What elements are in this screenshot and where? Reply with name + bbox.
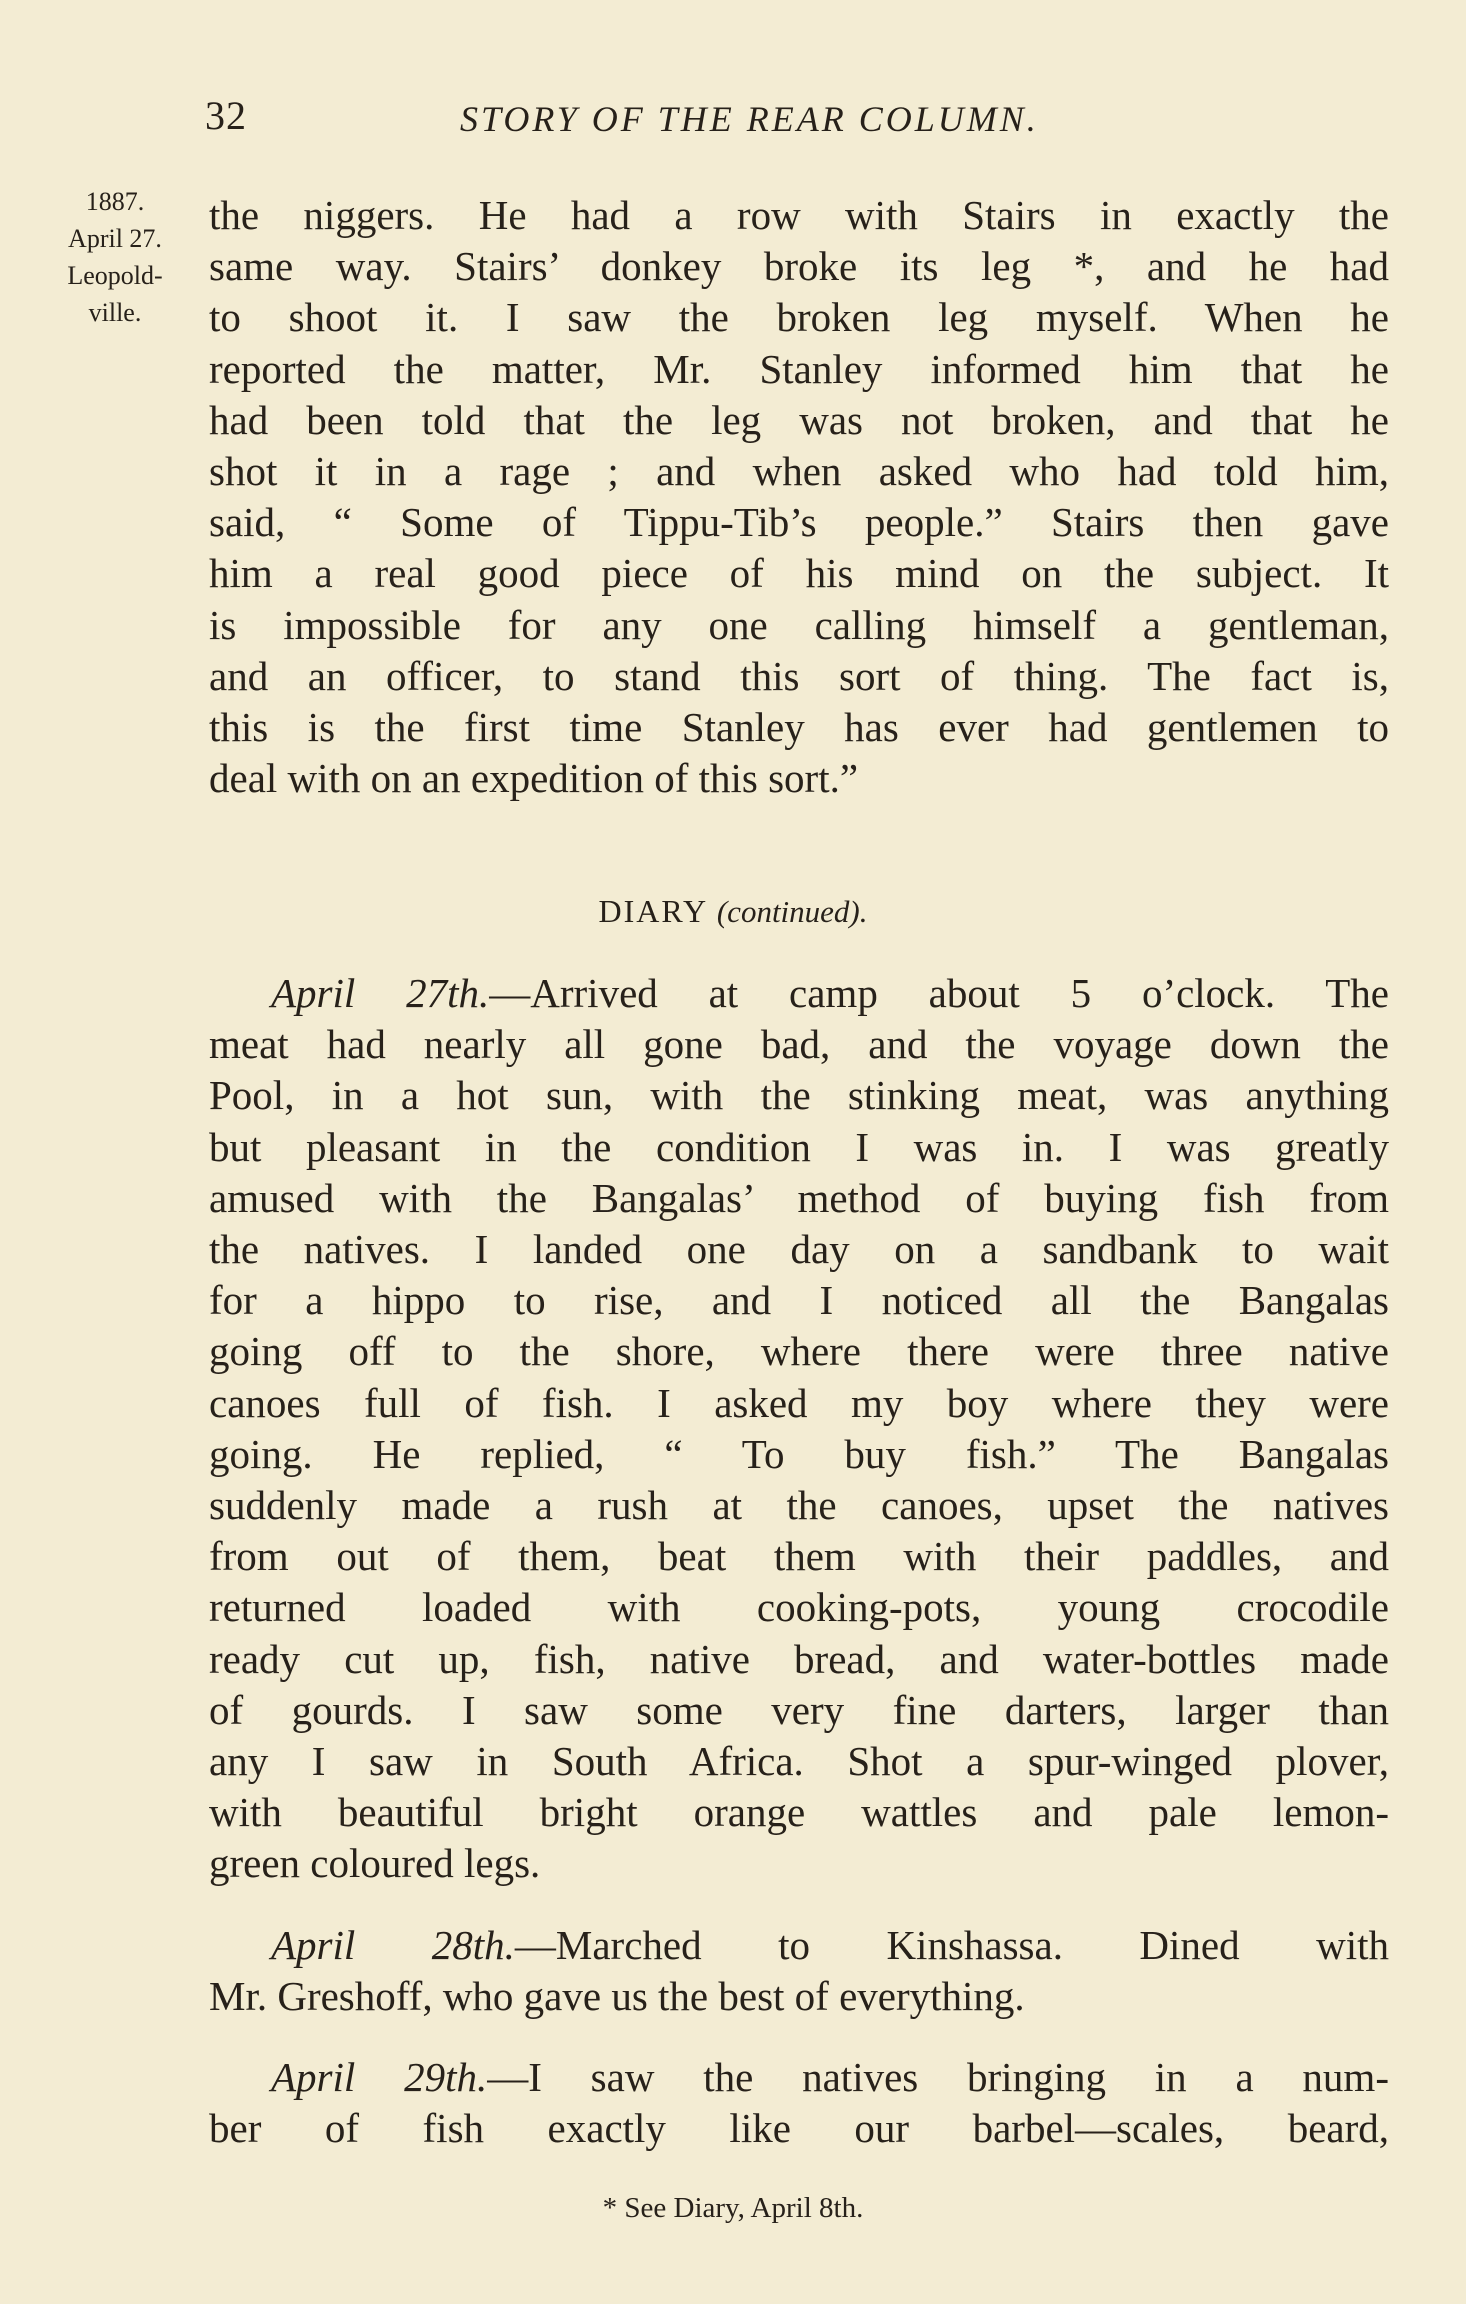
text-line: canoes full of fish. I asked my boy where they were xyxy=(209,1379,1389,1426)
section-subtitle: (continued). xyxy=(716,894,868,929)
section-title: DIARY xyxy=(598,893,707,929)
text-line: going off to the shore, where there were three native xyxy=(209,1328,1389,1375)
entry-text: —Arrived at camp about 5 o’clock. The xyxy=(489,970,1389,1016)
text-line: meat had nearly all gone bad, and the voyage down the xyxy=(209,1021,1389,1068)
entry-date: April 27th. xyxy=(271,970,490,1016)
text-line: shot it in a rage ; and when asked who had told him, xyxy=(209,448,1389,495)
text-line: had been told that the leg was not broken, and that he xyxy=(209,396,1389,443)
margin-date: April 27. xyxy=(68,224,162,253)
entry-date: April 28th. xyxy=(271,1921,515,1968)
text-line: this is the first time Stanley has ever had gentlemen to xyxy=(209,704,1389,751)
text-line: him a real good piece of his mind on the subject. It xyxy=(209,550,1389,597)
text-line: amused with the Bangalas’ method of buying fish from xyxy=(209,1174,1389,1221)
section-heading xyxy=(0,893,1466,930)
text-line: and an officer, to stand this sort of thing. The fact is, xyxy=(209,652,1389,699)
diary-entries xyxy=(209,968,1389,2154)
text-line: suddenly made a rush at the canoes, upset the natives xyxy=(209,1482,1389,1529)
margin-note xyxy=(40,183,190,331)
text-line: green coloured legs. xyxy=(209,1840,541,1887)
text-line: the natives. I landed one day on a sandbank to wait xyxy=(209,1226,1389,1273)
running-title: STORY OF THE REAR COLUMN. xyxy=(460,99,1039,139)
text-line: for a hippo to rise, and I noticed all the Bangalas xyxy=(209,1277,1389,1324)
entry-text: —Marched to Kinshassa. Dined with xyxy=(514,1921,1389,1968)
text-line: to shoot it. I saw the broken leg myself. When he xyxy=(209,294,1389,341)
diary-entry xyxy=(209,968,1389,1890)
text-line: same way. Stairs’ donkey broke its leg *, and he had xyxy=(209,243,1389,290)
text-line: Pool, in a hot sun, with the stinking meat, was anything xyxy=(209,1072,1389,1119)
entry-first-line xyxy=(209,1920,1389,1971)
entry-text: —I saw the natives bringing in a num- xyxy=(487,2054,1389,2101)
text-line: returned loaded with cooking-pots, young crocodile xyxy=(209,1584,1389,1631)
text-line: but pleasant in the condition I was in. I was greatly xyxy=(209,1123,1389,1170)
text-line: ber of fish exactly like our barbel—scales, beard, xyxy=(209,2105,1389,2152)
continued-paragraph xyxy=(209,190,1389,804)
entry-first-line xyxy=(209,968,1389,1019)
diary-entry xyxy=(209,1920,1389,2022)
margin-year: 1887. xyxy=(85,187,145,216)
footnote: * See Diary, April 8th. xyxy=(602,2192,864,2224)
text-line: said, “ Some of Tippu-Tib’s people.” Stairs then gave xyxy=(209,499,1389,546)
page-header xyxy=(200,92,1390,152)
entry-date: April 29th. xyxy=(271,2054,488,2101)
text-line: any I saw in South Africa. Shot a spur-winged plover, xyxy=(209,1738,1389,1785)
text-line: the niggers. He had a row with Stairs in exactly the xyxy=(209,192,1389,238)
text-line: reported the matter, Mr. Stanley informed him that he xyxy=(209,345,1389,392)
entry-first-line xyxy=(209,2052,1389,2103)
text-line: of gourds. I saw some very fine darters, larger than xyxy=(209,1686,1389,1733)
text-line: from out of them, beat them with their paddles, and xyxy=(209,1533,1389,1580)
page-number: 32 xyxy=(205,93,247,138)
margin-place: ville. xyxy=(88,298,142,327)
diary-entry xyxy=(209,2052,1389,2154)
text-line: ready cut up, fish, native bread, and water-bottles made xyxy=(209,1635,1389,1682)
text-line: is impossible for any one calling himself a gentleman, xyxy=(209,601,1389,648)
text-line: with beautiful bright orange wattles and pale lemon- xyxy=(209,1789,1389,1836)
text-line: going. He replied, “ To buy fish.” The Bangalas xyxy=(209,1430,1389,1477)
text-line: Mr. Greshoff, who gave us the best of everything. xyxy=(209,1972,1025,2019)
text-line: deal with on an expedition of this sort.” xyxy=(209,755,859,802)
margin-place: Leopold- xyxy=(67,261,163,290)
